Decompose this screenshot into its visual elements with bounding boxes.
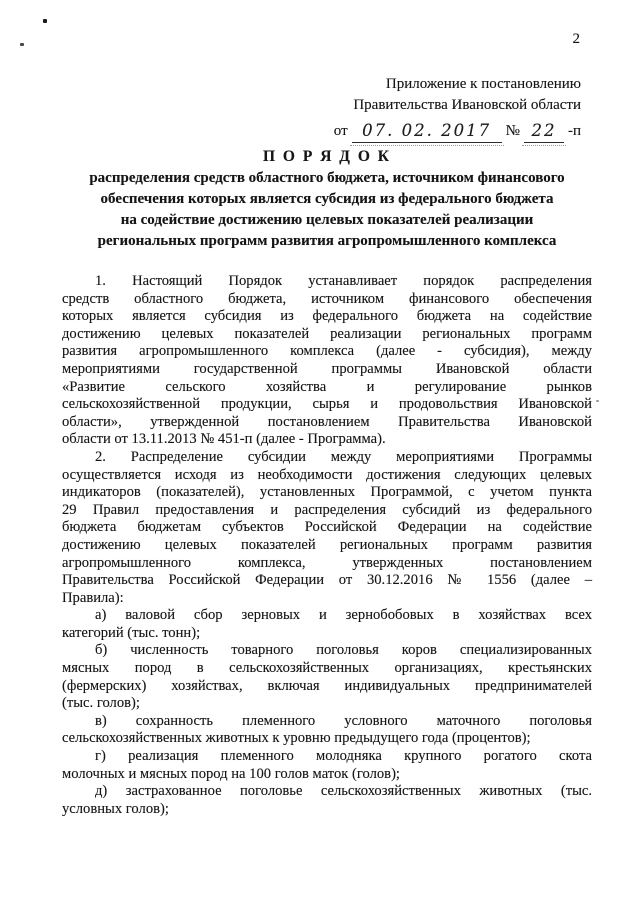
paragraph bbox=[62, 748, 592, 783]
paragraph bbox=[62, 273, 592, 449]
number-sign: № bbox=[505, 123, 520, 139]
body-line: в) сохранность племенного условного маточного поголовья bbox=[95, 712, 592, 729]
body-line: категорий (тыс. тонн); bbox=[62, 624, 201, 641]
document-title-block bbox=[62, 148, 592, 252]
number-suffix: -п bbox=[567, 123, 581, 139]
body-line: бюджета бюджетам субъектов Российской Федерации на содействие bbox=[62, 519, 592, 536]
body-line: 1. Настоящий Порядок устанавливает порядок распределения bbox=[95, 273, 592, 289]
body-line: д) застрахованное поголовье сельскохозяйственных животных (тыс. bbox=[95, 783, 592, 800]
body-line: молочных и мясных пород на 100 голов маток (голов); bbox=[62, 765, 400, 782]
body-line: осуществляется исходя из необходимости достижения следующих целевых bbox=[62, 466, 592, 483]
paragraph bbox=[62, 713, 592, 748]
body-line: мясных пород в сельскохозяйственных организациях, крестьянских bbox=[62, 660, 592, 677]
scan-artifact bbox=[596, 400, 599, 402]
body-line: средств областного бюджета, источником финансового обеспечения bbox=[62, 290, 592, 307]
paragraph bbox=[62, 783, 592, 818]
body-line: достижению целевых показателей реализации региональных программ bbox=[62, 325, 592, 342]
handwritten-number-field bbox=[524, 119, 564, 143]
body-line: а) валовой сбор зерновых и зернобобовых в хозяйствах всех bbox=[95, 607, 592, 624]
body-line: развития агропромышленного комплекса (далее - субсидия), между bbox=[62, 343, 592, 360]
body-line: достижению целевых показателей региональных программ развития bbox=[62, 536, 592, 553]
document-title: П О Р Я Д О К bbox=[263, 148, 391, 165]
subtitle-line: обеспечения которых является субсидия из федерального бюджета bbox=[100, 191, 554, 207]
body-line: мероприятиями государственной программы Ивановской области bbox=[62, 360, 592, 377]
body-line: которых является субсидия из федерального бюджета на содействие bbox=[62, 308, 592, 325]
body-text bbox=[62, 273, 592, 818]
annex-reference-block bbox=[334, 74, 581, 143]
body-line: Правительства Российской Федерации от 30.12.2016 № 1556 (далее – bbox=[62, 572, 592, 589]
handwritten-date: 07. 02. 2017 bbox=[362, 121, 492, 140]
annex-line-1: Приложение к постановлению bbox=[385, 76, 581, 92]
subtitle-line: региональных программ развития агропромышленного комплекса bbox=[97, 233, 557, 249]
paragraph bbox=[62, 607, 592, 642]
body-line: индикаторов (показателей), установленных Программой, с учетом пункта bbox=[62, 484, 592, 501]
annex-line-2: Правительства Ивановской области bbox=[353, 97, 581, 113]
paragraph bbox=[62, 449, 592, 607]
body-line: 29 Правил предоставления и распределения субсидий из федерального bbox=[62, 501, 592, 518]
handwritten-date-field bbox=[352, 119, 502, 143]
body-line: 2. Распределение субсидии между мероприятиями Программы bbox=[95, 448, 592, 465]
body-line: сельскохозяйственных животных к уровню предыдущего года (процентов); bbox=[62, 730, 531, 747]
subtitle-line: распределения средств областного бюджета, источником финансового bbox=[89, 170, 565, 186]
body-line: условных голов); bbox=[62, 800, 169, 817]
scan-artifact bbox=[20, 43, 24, 46]
body-line: (тыс. голов); bbox=[62, 695, 140, 712]
body-line: г) реализация племенного молодняка крупного рогатого скота bbox=[95, 748, 592, 765]
body-line: «Развитие сельского хозяйства и регулирование рынков bbox=[62, 378, 592, 395]
date-prefix: от bbox=[333, 123, 348, 139]
scan-artifact bbox=[43, 19, 47, 23]
body-line: (фермерских) хозяйствах, включая индивидуальных предпринимателей bbox=[62, 677, 592, 694]
body-line: области», утвержденной постановлением Правительства Ивановской bbox=[62, 413, 592, 430]
body-line: Правила): bbox=[62, 589, 124, 606]
handwritten-number: 22 bbox=[531, 121, 557, 140]
paragraph bbox=[62, 642, 592, 712]
body-line: сельскохозяйственной продукции, сырья и продовольствия Ивановской bbox=[62, 396, 592, 413]
page-number: 2 bbox=[572, 31, 580, 47]
body-line: области от 13.11.2013 № 451-п (далее - Программа). bbox=[62, 431, 386, 448]
body-line: б) численность товарного поголовья коров специализированных bbox=[95, 642, 592, 659]
subtitle-line: на содействие достижению целевых показателей реализации bbox=[120, 212, 534, 228]
annex-date-number-line bbox=[334, 119, 581, 143]
body-line: агропромышленного комплекса, утвержденных постановлением bbox=[62, 554, 592, 571]
